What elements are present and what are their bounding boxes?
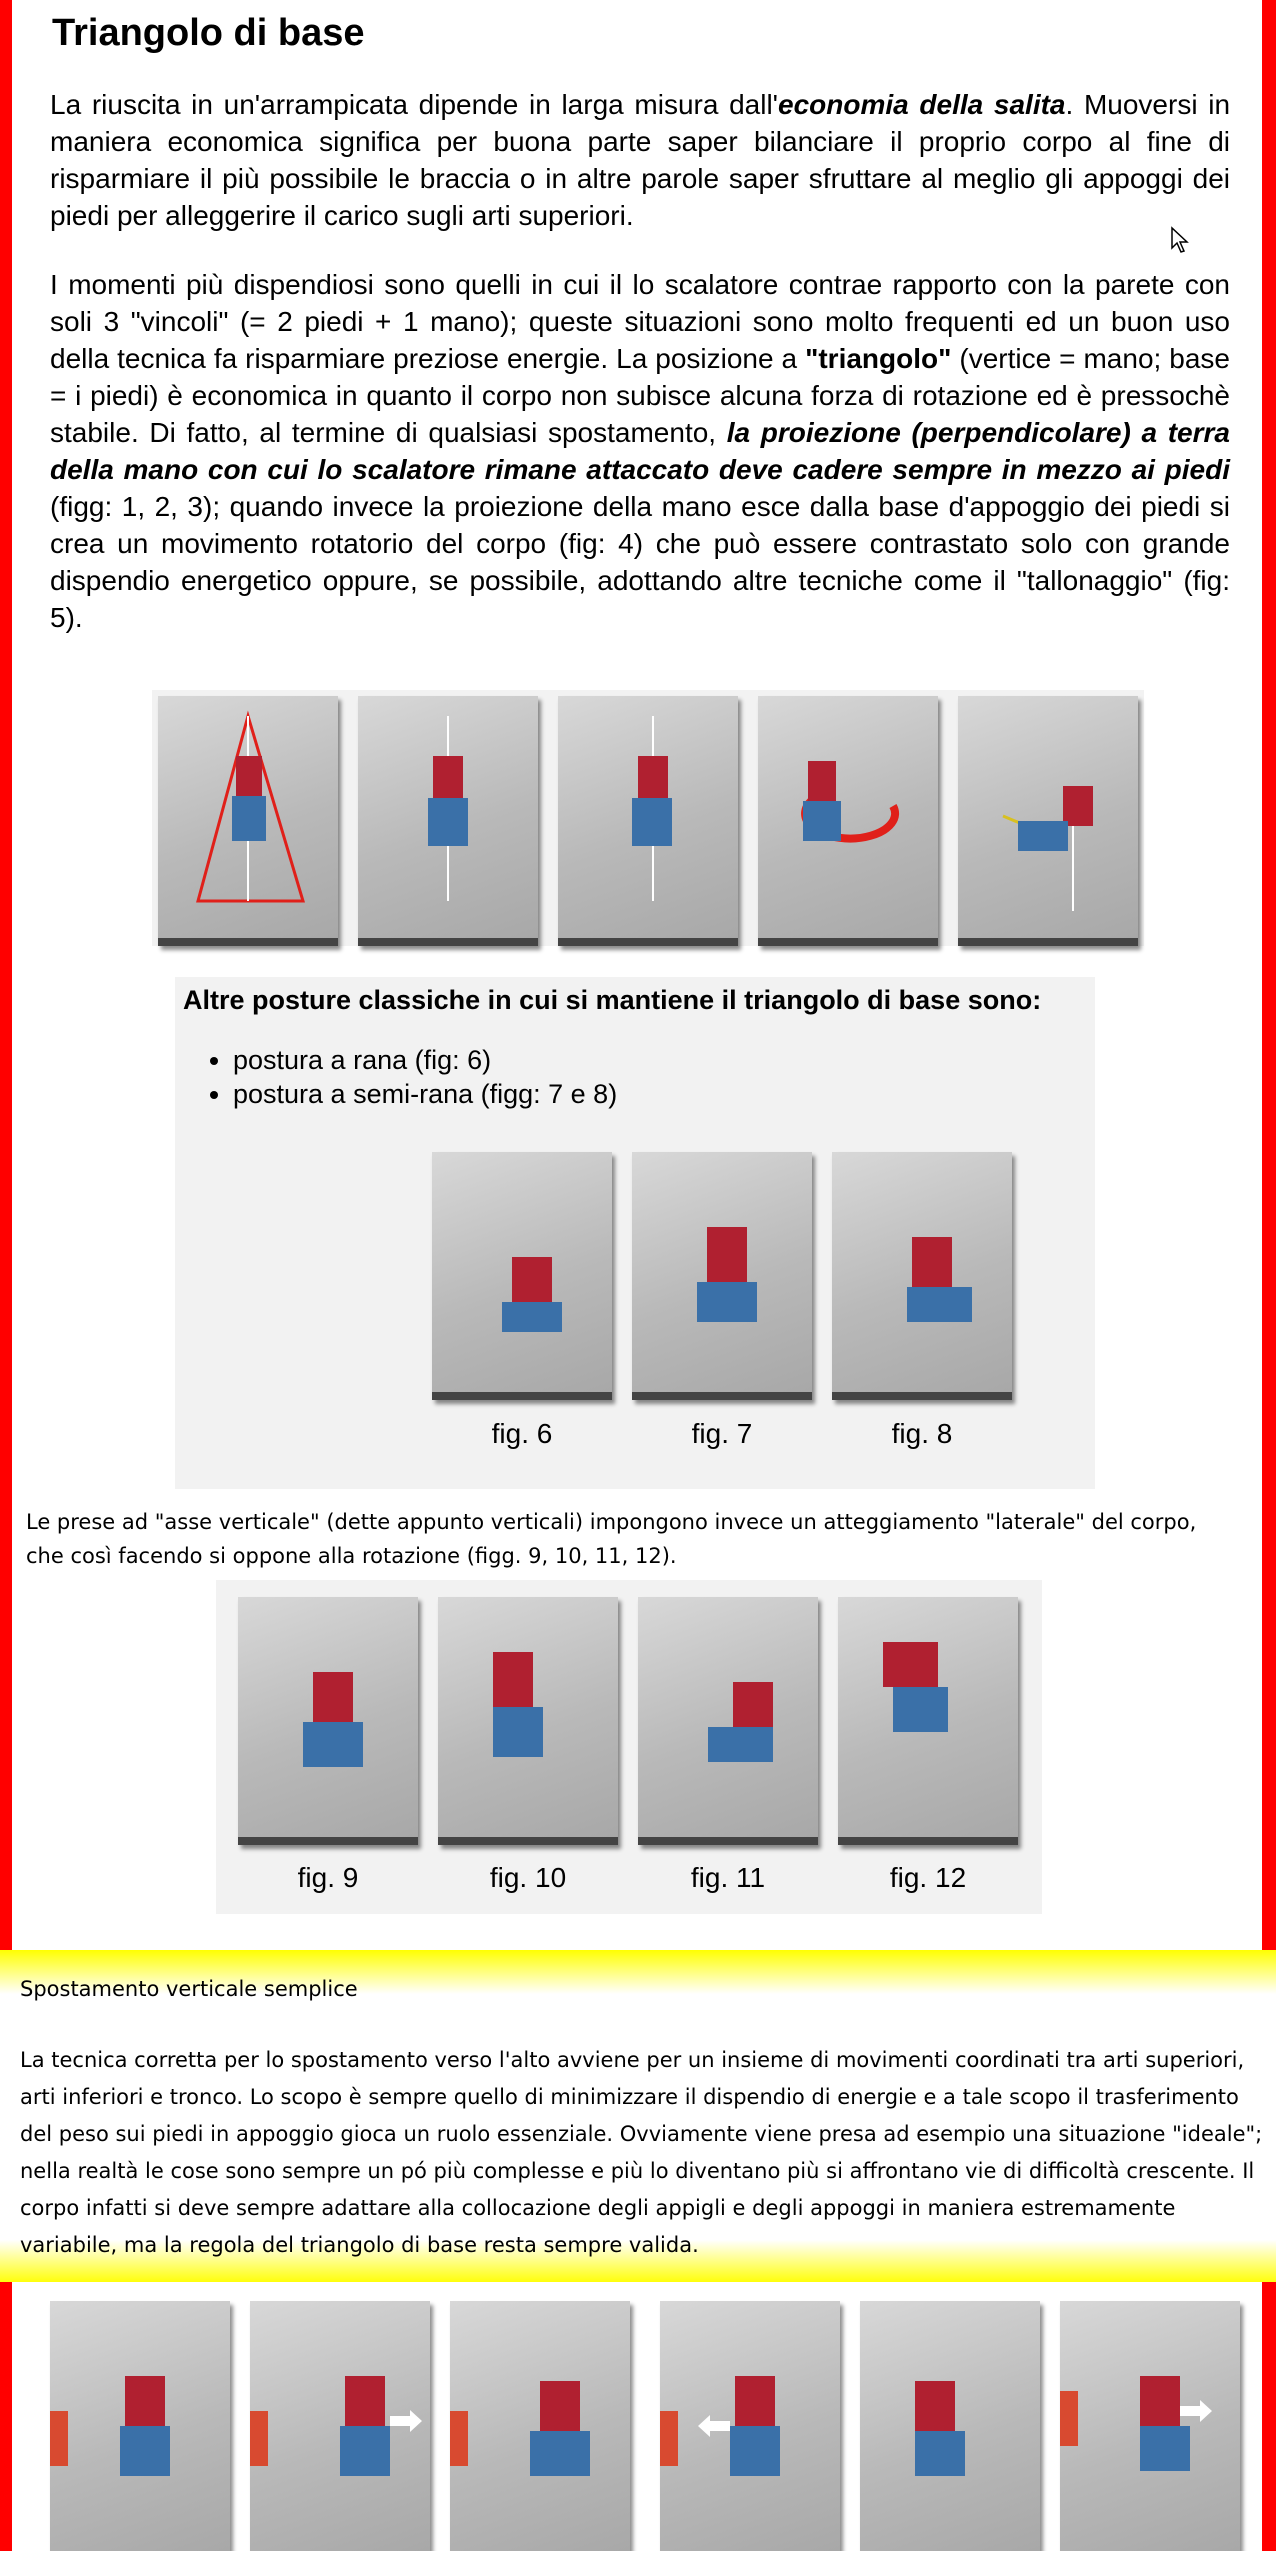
figure-10-caption: fig. 10 (489, 1862, 567, 1893)
classic-postures-heading: Altre posture classiche in cui si mantiene il triangolo di base sono: (183, 985, 1042, 1015)
mouse-cursor-icon (1170, 226, 1190, 254)
triangle-paragraph (50, 266, 1230, 636)
list-item: • postura a semi-rana (figg: 7 e 8) (233, 1077, 617, 1111)
figure-2-photo (358, 696, 538, 946)
figure-7-photo (632, 1152, 812, 1400)
sequence-photo-6 (1060, 2301, 1240, 2551)
figure-12-caption: fig. 12 (889, 1862, 967, 1893)
triangle-emphasis: la proiezione (perpendicolare) a terra della mano con cui lo scalatore rimane attaccato deve cadere sempre in mezzo ai piedi (50, 417, 1230, 485)
figure-8-caption: fig. 8 (891, 1418, 953, 1449)
sequence-photo-2 (250, 2301, 430, 2551)
intro-emphasis: economia della salita (778, 89, 1066, 120)
figure-10-photo (438, 1597, 618, 1845)
figure-9-photo (238, 1597, 418, 1845)
sequence-photo-3 (450, 2301, 630, 2551)
figure-5-photo (958, 696, 1138, 946)
triangle-text-2: (vertice = mano; base = i piedi) è economica in quanto il corpo non subisce alcuna forza di rotazione ed è pressochè stabile. Di fatto, al termine di qualsiasi spostamento, (50, 343, 1230, 448)
figure-7-caption: fig. 7 (691, 1418, 753, 1449)
triangle-text-1: I momenti più dispendiosi sono quelli in cui il lo scalatore contrae rapporto con la parete con soli 3 "vincoli" (= 2 piedi + 1 mano); queste situazioni sono molto frequenti ed un buon uso della tecnica fa risparmiare preziose energie. La posizione a (50, 269, 1230, 374)
figure-12-photo (838, 1597, 1018, 1845)
classic-postures-list (183, 1043, 617, 1111)
figure-8-photo (832, 1152, 1012, 1400)
triangle-text-3: (figg: 1, 2, 3); quando invece la proiezione della mano esce dalla base d'appoggio dei piedi si crea un movimento rotatorio del corpo (fig: 4) che può essere contrastato solo con grande dispendio energetico oppure, se possibile, adottando altre tecniche come il "tallonaggio" (fig: 5). (50, 491, 1230, 633)
intro-text-1: La riuscita in un'arrampicata dipende in larga misura dall' (50, 89, 779, 120)
page-title: Triangolo di base (52, 12, 365, 54)
figure-3-photo (558, 696, 738, 946)
intro-text-2: . Muoversi in maniera economica significa per buona parte saper bilanciare il proprio corpo al fine di risparmiare il più possibile le braccia o in altre parole saper sfruttare al meglio gli appoggi dei piedi per alleggerire il carico sugli arti superiori. (50, 89, 1231, 231)
sequence-photo-1 (50, 2301, 230, 2551)
vertical-holds-paragraph: Le prese ad "asse verticale" (dette appunto verticali) impongono invece un atteggiamento "laterale" del corpo, che così facendo si oppone alla rotazione (figg. 9, 10, 11, 12). (26, 1510, 1197, 1568)
figure-6-caption: fig. 6 (491, 1418, 553, 1449)
figure-1-photo (158, 696, 338, 946)
section-title-vertical-movement: Spostamento verticale semplice (20, 1977, 358, 2001)
figure-11-photo (638, 1597, 818, 1845)
sequence-photo-5 (860, 2301, 1040, 2551)
list-item: • postura a rana (fig: 6) (233, 1043, 617, 1077)
figure-4-photo (758, 696, 938, 946)
vertical-movement-paragraph: La tecnica corretta per lo spostamento verso l'alto avviene per un insieme di movimenti coordinati tra arti superiori, arti inferiori e tronco. Lo scopo è sempre quello di minimizzare il dispendio di energie e a tale scopo il trasferimento del peso sui piedi in appoggio gioca un ruolo essenziale. Ovviamente viene presa ad esempio una situazione "ideale"; nella realtà le cose sono sempre un pó più complesse e più lo diventano più si affrontano vie di difficoltà crescente. Il corpo infatti si deve sempre adattare alla collocazione degli appigli e degli appoggi in maniera estremamente variabile, ma la regola del triangolo di base resta sempre valida. (20, 2048, 1263, 2257)
sequence-photo-4 (660, 2301, 840, 2551)
figure-6-photo (432, 1152, 612, 1400)
intro-paragraph (50, 86, 1230, 234)
figure-11-caption: fig. 11 (690, 1862, 766, 1893)
triangle-bold: "triangolo" (805, 343, 952, 374)
figure-9-caption: fig. 9 (297, 1862, 359, 1893)
